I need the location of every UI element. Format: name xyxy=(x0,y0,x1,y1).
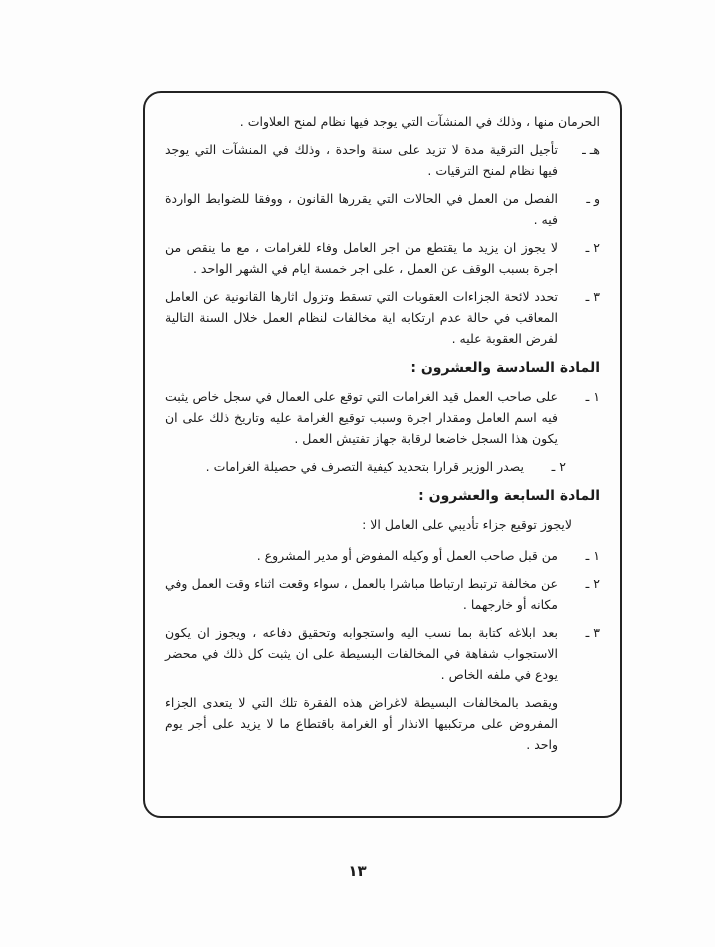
item-text: بعد ابلاغه كتابة بما نسب اليه واستجوابه وتحقيق دفاعه ، ويجوز ان يكون الاستجواب شفاهة في المخالفات البسيطة على ان يثبت كل ذلك في محضر يودع في ملفه الخاص . xyxy=(165,625,558,682)
list-item xyxy=(165,139,600,181)
list-item xyxy=(165,573,600,615)
item-marker: ١ ـ xyxy=(585,548,600,563)
item-text: لا يجوز ان يزيد ما يقتطع من اجر العامل وفاء للغرامات ، مع ما ينقص من اجرة بسبب الوقف عن العمل ، على اجر خمسة ايام في الشهر الواحد . xyxy=(165,240,558,276)
item-marker: ٢ ـ xyxy=(551,459,566,474)
item-text: من قبل صاحب العمل أو وكيله المفوض أو مدير المشروع . xyxy=(256,548,558,563)
item-text: على صاحب العمل قيد الغرامات التي توقع على العمال في سجل خاص يثبت فيه اسم العامل ومقدار اجرة وسبب توقيع الغرامة عليه وتاريخ ذلك على ان يكون هذا السجل خاضعا لرقابة جهاز تفتيش العمل . xyxy=(165,389,558,446)
list-item xyxy=(165,622,600,685)
item-marker: ٢ ـ xyxy=(585,576,600,591)
document-body xyxy=(145,93,620,816)
item-text: تأجيل الترقية مدة لا تزيد على سنة واحدة ، وذلك في المنشآت التي يوجد فيها نظام لمنح الترقيات . xyxy=(165,142,558,178)
section-heading: المادة السادسة والعشرون : xyxy=(410,360,600,376)
list-item xyxy=(165,386,600,449)
paragraph: الحرمان منها ، وذلك في المنشآت التي يوجد فيها نظام لمنح العلاوات . xyxy=(239,114,600,129)
list-item xyxy=(165,286,600,349)
page-border xyxy=(143,91,622,818)
page-number: ١٣ xyxy=(348,862,367,880)
item-marker: هـ ـ xyxy=(582,142,600,157)
item-marker: ٣ ـ xyxy=(585,625,600,640)
list-item xyxy=(165,237,600,279)
paragraph: لايجوز توقيع جزاء تأديبي على العامل الا : xyxy=(362,517,572,532)
item-text: تحدد لائحة الجزاءات العقوبات التي تسقط وتزول اثارها القانونية عن العامل المعاقب في حالة عدم ارتكابه اية مخالفات لنظام العمل خلال السنة التالية لفرض العقوبة عليه . xyxy=(165,289,558,346)
item-marker: ١ ـ xyxy=(585,389,600,404)
item-text: يصدر الوزير قرارا بتحديد كيفية التصرف في حصيلة الغرامات . xyxy=(205,459,524,474)
item-text: عن مخالفة ترتبط ارتباطا مباشرا بالعمل ، سواء وقعت اثناء وقت العمل وفي مكانه أو خارجهما . xyxy=(165,576,558,612)
list-item xyxy=(165,188,600,230)
item-marker: ٢ ـ xyxy=(585,240,600,255)
paragraph: ويقصد بالمخالفات البسيطة لاغراض هذه الفقرة تلك التي لا يتعدى الجزاء المفروض على مرتكبيها الانذار أو الغرامة باقتطاع ما لا يزيد على أجر يوم واحد . xyxy=(165,695,558,752)
item-marker: و ـ xyxy=(586,191,600,206)
list-item xyxy=(165,545,600,566)
section-heading: المادة السابعة والعشرون : xyxy=(418,488,600,504)
item-text: الفصل من العمل في الحالات التي يقررها القانون ، ووفقا للضوابط الواردة فيه . xyxy=(165,191,558,227)
item-marker: ٣ ـ xyxy=(585,289,600,304)
list-item xyxy=(165,456,566,477)
